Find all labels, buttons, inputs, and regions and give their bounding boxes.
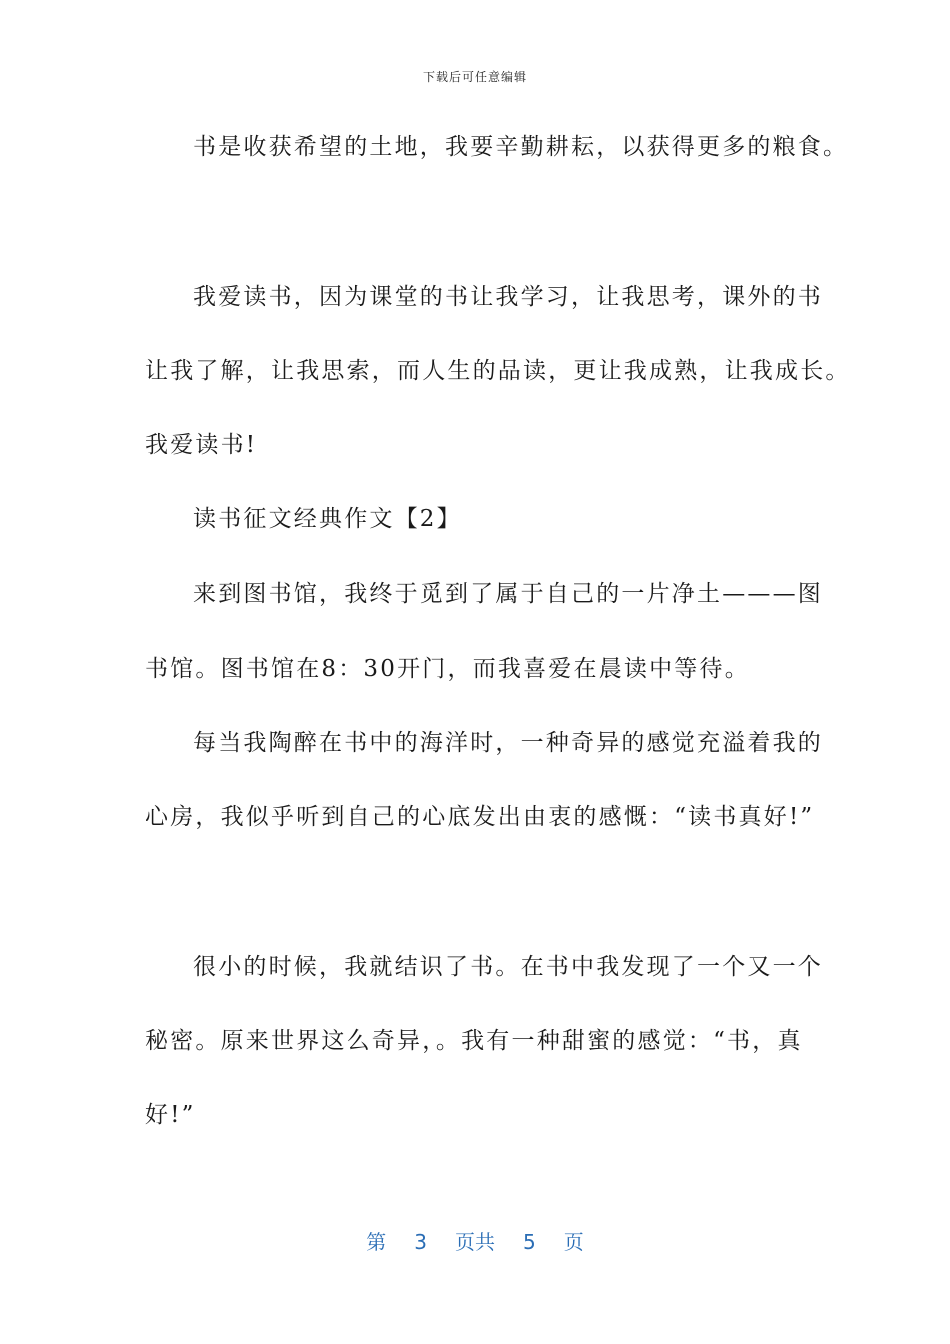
footer-current-page: 3 bbox=[414, 1230, 427, 1254]
paragraph-line: 让我了解，让我思索，而人生的品读，更让我成熟，让我成长。 bbox=[145, 358, 851, 384]
paragraph-line: 我爱读书，因为课堂的书让我学习，让我思考，课外的书 bbox=[193, 284, 823, 310]
footer-total-pages: 5 bbox=[523, 1230, 536, 1254]
paragraph-line: 好!” bbox=[145, 1102, 196, 1128]
paragraph-line: 秘密。原来世界这么奇异，。我有一种甜蜜的感觉：“书，真 bbox=[145, 1028, 803, 1054]
footer-prefix: 第 bbox=[366, 1230, 387, 1254]
paragraph-line: 我爱读书! bbox=[145, 432, 258, 458]
paragraph-line: 每当我陶醉在书中的海洋时，一种奇异的感觉充溢着我的 bbox=[193, 730, 823, 756]
paragraph-line: 很小的时候，我就结识了书。在书中我发现了一个又一个 bbox=[193, 954, 823, 980]
section-heading: 读书征文经典作文【2】 bbox=[193, 506, 462, 532]
footer-middle: 页共 bbox=[455, 1230, 495, 1254]
header-note: 下载后可任意编辑 bbox=[422, 70, 527, 84]
footer-suffix: 页 bbox=[563, 1230, 584, 1254]
paragraph-line: 心房，我似乎听到自己的心底发出由衷的感慨：“读书真好!” bbox=[145, 804, 815, 830]
paragraph-line: 书馆。图书馆在8：30开门，而我喜爱在晨读中等待。 bbox=[145, 656, 750, 682]
paragraph-line: 书是收获希望的土地，我要辛勤耕耘，以获得更多的粮食。 bbox=[193, 134, 849, 160]
paragraph-line: 来到图书馆，我终于觅到了属于自己的一片净土———图 bbox=[193, 581, 823, 607]
page-footer bbox=[0, 1226, 950, 1255]
